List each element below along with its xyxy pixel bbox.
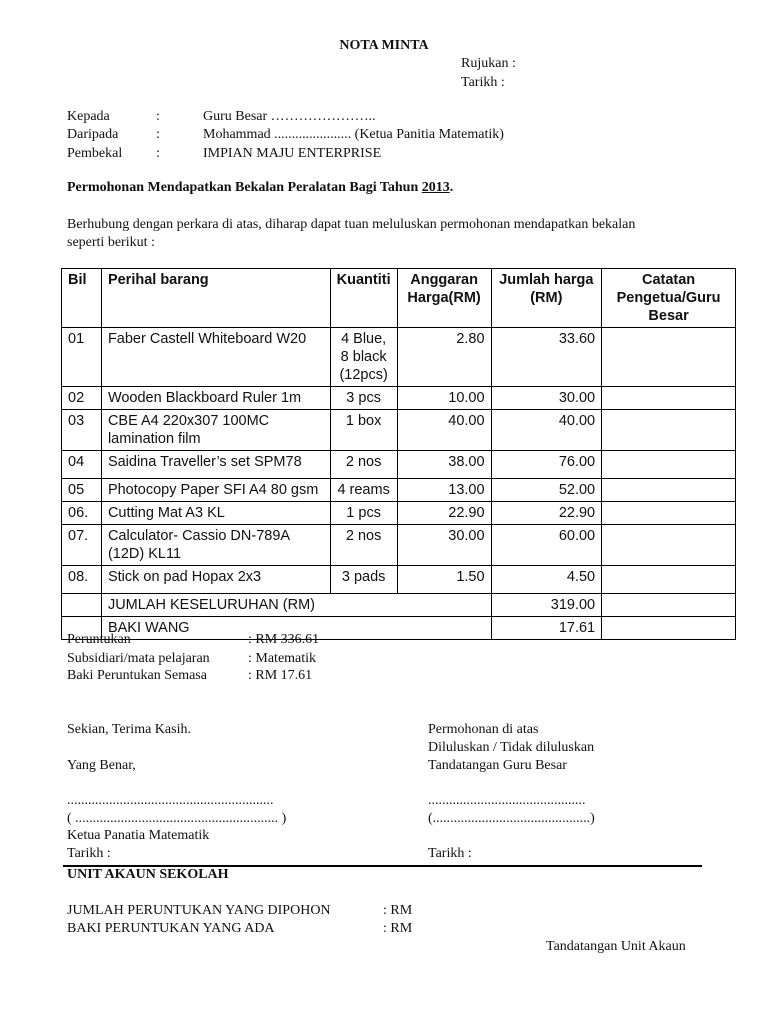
- cell-bil: 01: [62, 328, 102, 387]
- cell-note: [602, 451, 736, 479]
- subject-text: Permohonan Mendapatkan Bekalan Peralatan Bagi Tahun: [67, 180, 422, 195]
- baki-wang-value: 17.61: [491, 617, 602, 640]
- jumlah-keseluruhan-value: 319.00: [491, 594, 602, 617]
- baki-semasa-label: Baki Peruntukan Semasa: [67, 668, 207, 683]
- cell-note: [602, 502, 736, 525]
- cell-total: 76.00: [491, 451, 602, 479]
- akaun-jumlah-label: JUMLAH PERUNTUKAN YANG DIPOHON: [67, 903, 331, 918]
- colon: :: [156, 109, 160, 124]
- table-row: [62, 387, 736, 410]
- daripada-value: Mohammad ...................... (Ketua Panitia Matematik): [203, 127, 504, 142]
- table-row: [62, 479, 736, 502]
- cell-qty: 3 pcs: [330, 387, 397, 410]
- cell-qty: 4 reams: [330, 479, 397, 502]
- colon: :: [156, 127, 160, 142]
- cell-item: Stick on pad Hopax 2x3: [101, 566, 330, 594]
- baki-wang-label: BAKI WANG: [101, 617, 491, 640]
- cell-note: [602, 566, 736, 594]
- peruntukan-value: : RM 336.61: [248, 632, 320, 647]
- cell-price: 40.00: [397, 410, 491, 451]
- jumlah-keseluruhan-label: JUMLAH KESELURUHAN (RM): [101, 594, 491, 617]
- subject-end: .: [449, 180, 454, 195]
- pembekal-value: IMPIAN MAJU ENTERPRISE: [203, 146, 382, 161]
- approval-name-line: (.............................................): [428, 811, 595, 826]
- header-perihal: Perihal barang: [101, 269, 330, 328]
- table-row: [62, 502, 736, 525]
- akaun-jumlah-value: : RM: [383, 903, 413, 918]
- page-title: NOTA MINTA: [339, 38, 429, 53]
- table-row: [62, 451, 736, 479]
- items-table: [61, 268, 736, 640]
- tarikh-left: Tarikh :: [67, 846, 111, 861]
- cell-item: Cutting Mat A3 KL: [101, 502, 330, 525]
- cell-bil: 08.: [62, 566, 102, 594]
- intro-line-1: Berhubung dengan perkara di atas, diharap dapat tuan meluluskan permohonan mendapatkan bekalan: [67, 217, 636, 232]
- cell-note: [602, 328, 736, 387]
- cell-bil: 07.: [62, 525, 102, 566]
- approval-line-1: Permohonan di atas: [428, 722, 539, 737]
- kepada-label: Kepada: [67, 109, 110, 124]
- cell-qty: 2 nos: [330, 525, 397, 566]
- cell-note: [602, 525, 736, 566]
- table-header-row: [62, 269, 736, 328]
- peruntukan-label: Peruntukan: [67, 632, 131, 647]
- cell-qty: 2 nos: [330, 451, 397, 479]
- closing-yang-benar: Yang Benar,: [67, 758, 136, 773]
- cell-bil: 02: [62, 387, 102, 410]
- cell-total: 22.90: [491, 502, 602, 525]
- cell-qty: 4 Blue, 8 black (12pcs): [330, 328, 397, 387]
- cell-total: 4.50: [491, 566, 602, 594]
- cell-price: 30.00: [397, 525, 491, 566]
- colon: :: [156, 146, 160, 161]
- cell-note: [602, 410, 736, 451]
- table-row: [62, 566, 736, 594]
- approval-line-2: Diluluskan / Tidak diluluskan: [428, 740, 595, 755]
- tarikh-label: Tarikh :: [461, 75, 505, 90]
- cell-total: 60.00: [491, 525, 602, 566]
- pembekal-label: Pembekal: [67, 146, 123, 161]
- closing-sekian: Sekian, Terima Kasih.: [67, 722, 191, 737]
- cell-note: [602, 387, 736, 410]
- cell-price: 13.00: [397, 479, 491, 502]
- cell-price: 38.00: [397, 451, 491, 479]
- cell-item: Calculator- Cassio DN-789A (12D) KL11: [101, 525, 330, 566]
- cell-note: [602, 479, 736, 502]
- header-anggaran: Anggaran Harga(RM): [397, 269, 491, 328]
- cell-qty: 1 box: [330, 410, 397, 451]
- cell-qty: 3 pads: [330, 566, 397, 594]
- akaun-title: UNIT AKAUN SEKOLAH: [67, 867, 229, 882]
- subject-year: 2013: [421, 180, 450, 195]
- baki-semasa-value: : RM 17.61: [248, 668, 313, 683]
- table-row: [62, 328, 736, 387]
- table-row: [62, 525, 736, 566]
- role-label: Ketua Panatia Matematik: [67, 828, 210, 843]
- cell-bil: 06.: [62, 502, 102, 525]
- table-row: [62, 410, 736, 451]
- subsidiari-label: Subsidiari/mata pelajaran: [67, 651, 210, 666]
- cell-price: 2.80: [397, 328, 491, 387]
- header-bil: Bil: [62, 269, 102, 328]
- cell-price: 22.90: [397, 502, 491, 525]
- cell-total: 40.00: [491, 410, 602, 451]
- tarikh-right: Tarikh :: [428, 846, 472, 861]
- cell-price: 10.00: [397, 387, 491, 410]
- approval-line-3: Tandatangan Guru Besar: [428, 758, 567, 773]
- cell-bil: 04: [62, 451, 102, 479]
- cell-total: 52.00: [491, 479, 602, 502]
- signature-name-line: ( .......................................................... ): [67, 811, 287, 826]
- akaun-signature: Tandatangan Unit Akaun: [546, 939, 686, 954]
- cell-item: Faber Castell Whiteboard W20: [101, 328, 330, 387]
- cell-price: 1.50: [397, 566, 491, 594]
- cell-total: 33.60: [491, 328, 602, 387]
- header-jumlah: Jumlah harga (RM): [491, 269, 602, 328]
- cell-bil: 05: [62, 479, 102, 502]
- total-row: [62, 594, 736, 617]
- cell-bil: 03: [62, 410, 102, 451]
- rujukan-label: Rujukan :: [461, 56, 516, 71]
- cell-item: Photocopy Paper SFI A4 80 gsm: [101, 479, 330, 502]
- cell-total: 30.00: [491, 387, 602, 410]
- cell-item: CBE A4 220x307 100MC lamination film: [101, 410, 330, 451]
- akaun-baki-label: BAKI PERUNTUKAN YANG ADA: [67, 921, 275, 936]
- akaun-baki-value: : RM: [383, 921, 413, 936]
- signature-line: ...........................................................: [67, 793, 274, 808]
- balance-row: [62, 617, 736, 640]
- subject-line: [67, 180, 453, 196]
- cell-qty: 1 pcs: [330, 502, 397, 525]
- approval-signature-line: .............................................: [428, 793, 586, 808]
- daripada-label: Daripada: [67, 127, 119, 142]
- intro-line-2: seperti berikut :: [67, 235, 155, 250]
- subsidiari-value: : Matematik: [248, 651, 317, 666]
- header-kuantiti: Kuantiti: [330, 269, 397, 328]
- header-catatan: Catatan Pengetua/Guru Besar: [602, 269, 736, 328]
- cell-item: Wooden Blackboard Ruler 1m: [101, 387, 330, 410]
- cell-item: Saidina Traveller’s set SPM78: [101, 451, 330, 479]
- kepada-value: Guru Besar …………………..: [203, 109, 376, 124]
